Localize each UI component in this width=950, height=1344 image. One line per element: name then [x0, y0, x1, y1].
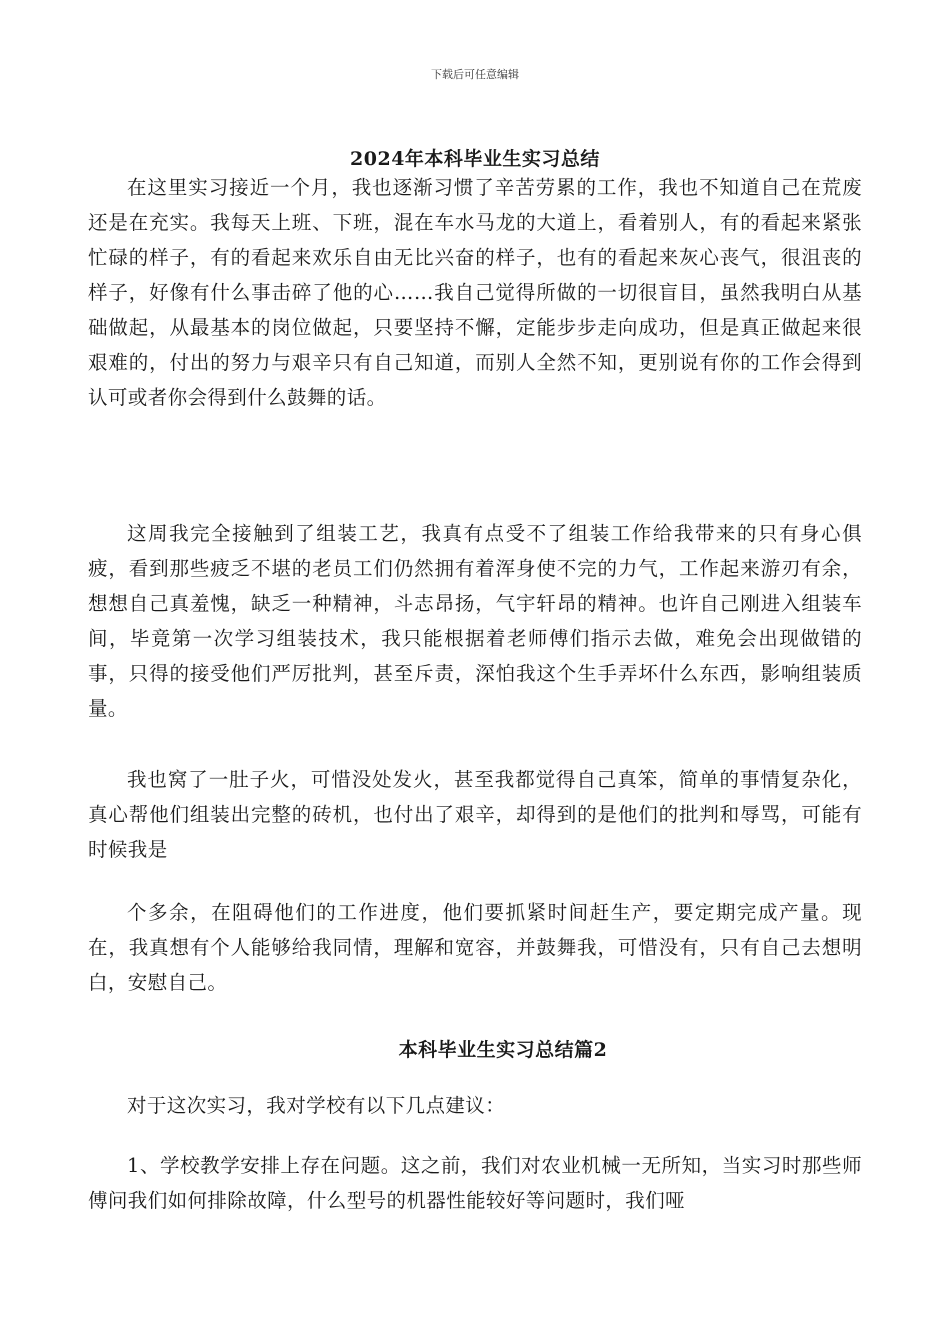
paragraph-2: 这周我完全接触到了组装工艺，我真有点受不了组装工作给我带来的只有身心俱疲，看到那些疲乏不堪的老员工们仍然拥有着浑身使不完的力气，工作起来游刃有余，想想自己真羞愧，缺乏一种精神，斗志昂扬，气宇轩昂的精神。也许自己刚进入组装车间，毕竟第一次学习组装技术，我只能根据着老师傅们指示去做，难免会出现做错的事，只得的接受他们严厉批判，甚至斥责，深怕我这个生手弄坏什么东西，影响组装质量。 [88, 522, 862, 720]
paragraph-3: 我也窝了一肚子火，可惜没处发火，甚至我都觉得自己真笨，简单的事情复杂化，真心帮他们组装出完整的砖机，也付出了艰辛，却得到的是他们的批判和辱骂，可能有时候我是 [88, 768, 862, 861]
header-note: 下载后可任意编辑 [431, 68, 519, 81]
section-2-paragraph-1: 对于这次实习，我对学校有以下几点建议： [127, 1094, 506, 1117]
section-2-title: 本科毕业生实习总结篇2 [398, 1039, 608, 1061]
document-title: 2024年本科毕业生实习总结 [350, 148, 600, 170]
section-2-paragraph-2: 1、学校教学安排上存在问题。这之前，我们对农业机械一无所知，当实习时那些师傅问我们如何排除故障，什么型号的机器性能较好等问题时，我们哑 [88, 1154, 862, 1212]
paragraph-1: 在这里实习接近一个月，我也逐渐习惯了辛苦劳累的工作，我也不知道自己在荒废还是在充实。我每天上班、下班，混在车水马龙的大道上，看着别人，有的看起来紧张忙碌的样子，有的看起来欢乐自由无比兴奋的样子，也有的看起来灰心丧气，很沮丧的样子，好像有什么事击碎了他的心……我自己觉得所做的一切很盲目，虽然我明白从基础做起，从最基本的岗位做起，只要坚持不懈，定能步步走向成功，但是真正做起来很艰难的，付出的努力与艰辛只有自己知道，而别人全然不知，更别说有你的工作会得到认可或者你会得到什么鼓舞的话。 [88, 176, 862, 409]
paragraph-4: 个多余，在阻碍他们的工作进度，他们要抓紧时间赶生产，要定期完成产量。现在，我真想有个人能够给我同情，理解和宽容，并鼓舞我，可惜没有，只有自己去想明白，安慰自己。 [88, 901, 862, 994]
